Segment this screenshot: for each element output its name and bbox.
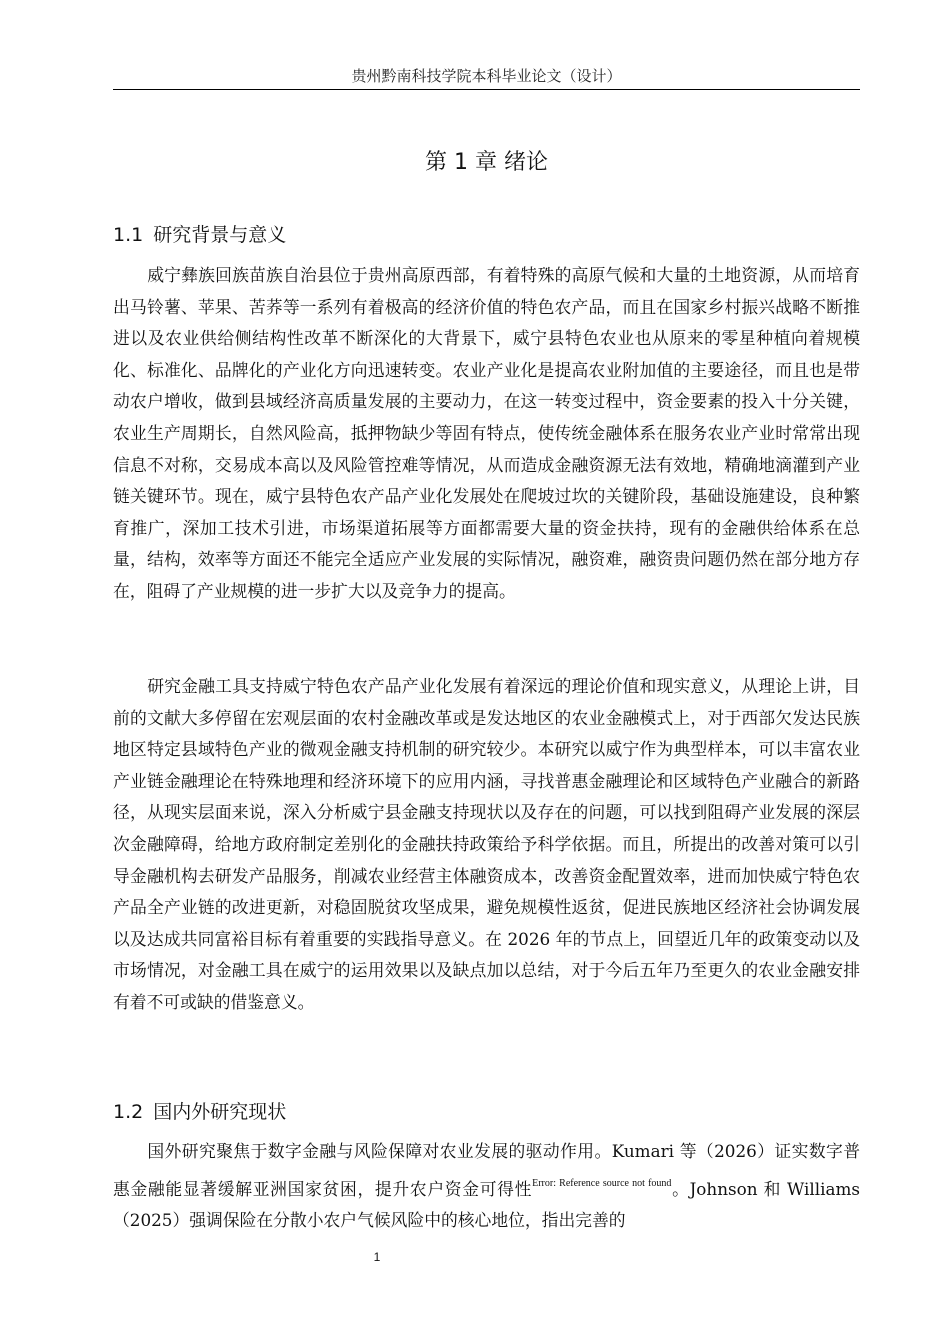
citation-error: Error: Reference source not found (532, 1177, 672, 1189)
body-paragraph (113, 671, 860, 1019)
section-title: 研究背景与意义 (153, 224, 287, 246)
section-number: 1.2 (113, 1101, 144, 1123)
section-heading-1-1 (113, 221, 860, 249)
paragraph-text: 研究金融工具支持威宁特色农产品产业化发展有着深远的理论价值和现实意义，从理论上讲，目前的文献大多停留在宏观层面的农村金融改革或是发达地区的农业金融模式上，对于西部欠发达民族地区特定县域特色产业的微观金融支持机制的研究较少。本研究以威宁作为典型样本，可以丰富农业产业链金融理论在特殊地理和经济环境下的应用内涵，寻找普惠金融理论和区域特色产业融合的新路径，从现实层面来说，深入分析威宁县金融支持现状以及存在的问题，可以找到阻碍产业发展的深层次金融障碍，给地方政府制定差别化的金融扶持政策给予科学依据。而且，所提出的改善对策可以引导金融机构去研发产品服务，削减农业经营主体融资成本，改善资金配置效率，进而加快威宁特色农产品全产业链的改进更新，对稳固脱贫攻坚成果，避免规模性返贫，促进民族地区经济社会协调发展以及达成共同富裕目标有着重要的实践指导意义。在 2026 年的节点上，回望近几年的政策变动以及市场情况，对金融工具在威宁的运用效果以及缺点加以总结，对于今后五年乃至更久的农业金融安排有着不可或缺的借鉴意义。 (113, 676, 860, 1012)
paragraph-text: 国外研究聚焦于数字金融与风险保障对农业发展的驱动作用。Kumari 等（2026）证实数字普惠金融能显著缓解亚洲国家贫困，提升农户资金可得性 (113, 1141, 860, 1199)
section-number: 1.1 (113, 224, 144, 246)
body-paragraph (113, 1136, 860, 1237)
page-number: 1 (373, 1250, 381, 1264)
section-heading-1-2 (113, 1098, 860, 1126)
paragraph-text: 威宁彝族回族苗族自治县位于贵州高原西部，有着特殊的高原气候和大量的土地资源，从而培育出马铃薯、苹果、苦荞等一系列有着极高的经济价值的特色农产品，而且在国家乡村振兴战略不断推进以及农业供给侧结构性改革不断深化的大背景下，威宁县特色农业也从原来的零星种植向着规模化、标准化、品牌化的产业化方向迅速转变。农业产业化是提高农业附加值的主要途径，而且也是带动农户增收，做到县域经济高质量发展的主要动力，在这一转变过程中，资金要素的投入十分关键，农业生产周期长，自然风险高，抵押物缺少等固有特点，使传统金融体系在服务农业产业时常常出现信息不对称，交易成本高以及风险管控难等情况，从而造成金融资源无法有效地，精确地滴灌到产业链关键环节。现在，威宁县特色农产品产业化发展处在爬坡过坎的关键阶段，基础设施建设，良种繁育推广，深加工技术引进，市场渠道拓展等方面都需要大量的资金扶持，现有的金融供给体系在总量，结构，效率等方面还不能完全适应产业发展的实际情况，融资难，融资贵问题仍然在部分地方存在，阻碍了产业规模的进一步扩大以及竞争力的提高。 (113, 265, 860, 601)
paragraph-text-tail: 。Johnson 和 Williams（2025）强调保险在分散小农户气候风险中的核心地位，指出完善的 (113, 1178, 860, 1231)
body-paragraph (113, 260, 860, 608)
header-rule (113, 89, 860, 90)
running-header: 贵州黔南科技学院本科毕业论文（设计） (351, 67, 622, 85)
section-title: 国内外研究现状 (153, 1101, 287, 1123)
chapter-title: 第 1 章 绪论 (425, 150, 548, 175)
